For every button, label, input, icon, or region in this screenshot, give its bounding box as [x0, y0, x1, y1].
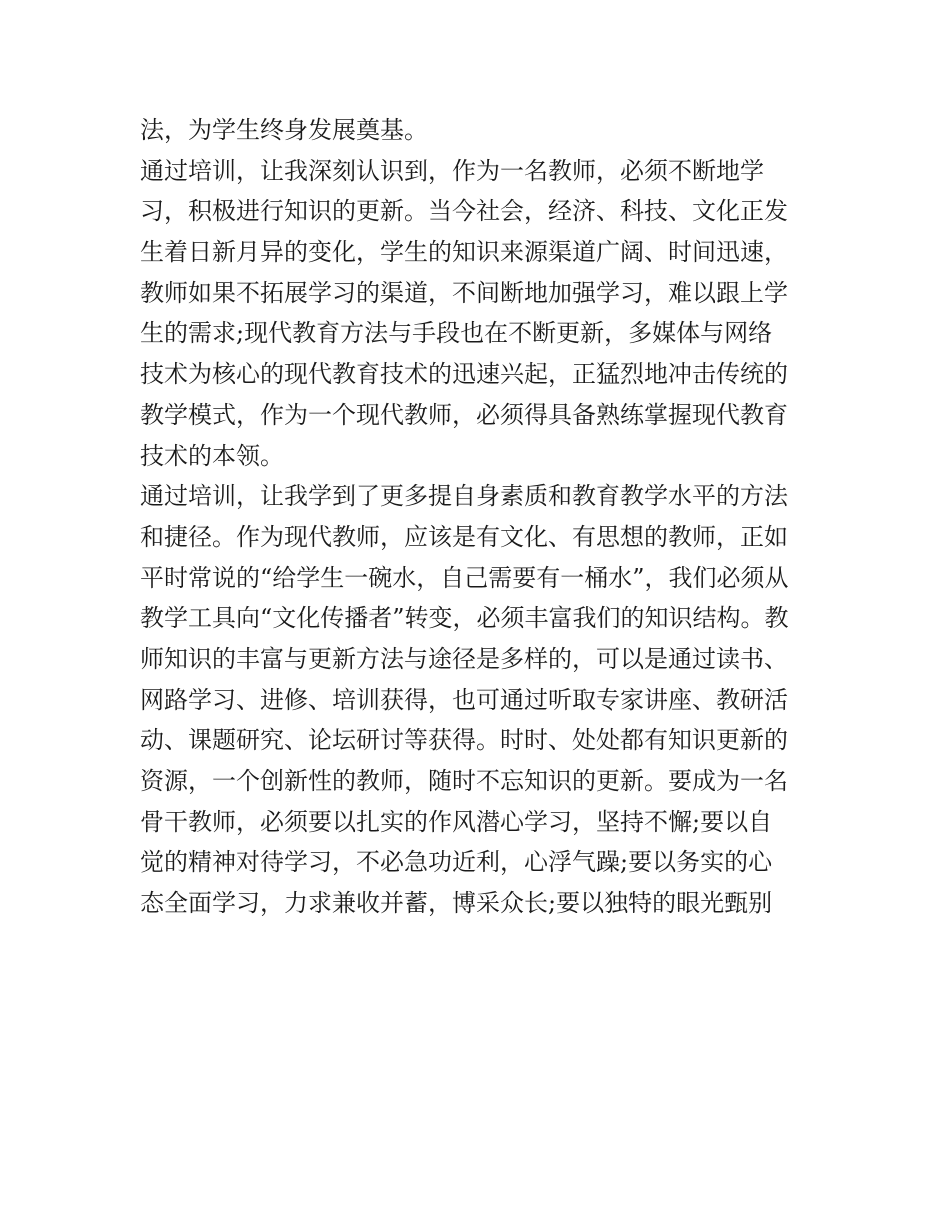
text-line: 骨干教师，必须要以扎实的作风潜心学习，坚持不懈;要以自: [140, 807, 773, 836]
text-line: 通过培训，让我学到了更多提自身素质和教育教学水平的方法: [140, 482, 788, 511]
text-line: 通过培训，让我深刻认识到，作为一名教师，必须不断地学: [140, 156, 764, 185]
text-line: 觉的精神对待学习，不必急功近利，心浮气躁;要以务实的心: [140, 848, 773, 877]
text-line: 师知识的丰富与更新方法与途径是多样的，可以是通过读书、: [140, 644, 788, 673]
text-line: 生着日新月异的变化，学生的知识来源渠道广阔、时间迅速，: [140, 238, 788, 267]
text-line: 资源，一个创新性的教师，随时不忘知识的更新。要成为一名: [140, 767, 788, 795]
text-line: 教学工具向“文化传播者”转变，必须丰富我们的知识结构。教: [140, 604, 789, 633]
text-line: 网路学习、进修、培训获得，也可通过听取专家讲座、教研活: [140, 685, 788, 714]
text-line: 态全面学习，力求兼收并蓄，博采众长;要以独特的眼光甄别: [140, 889, 773, 918]
text-line: 和捷径。作为现代教师，应该是有文化、有思想的教师，正如: [140, 522, 788, 551]
text-line: 平时常说的“给学生一碗水，自己需要有一桶水”，我们必须从: [140, 563, 789, 592]
text-line: 技术的本领。: [140, 441, 284, 470]
text-line: 习，积极进行知识的更新。当今社会，经济、科技、文化正发: [140, 197, 788, 226]
text-line: 动、课题研究、论坛研讨等获得。时时、处处都有知识更新的: [140, 726, 788, 755]
body-text: [140, 110, 820, 924]
text-line: 生的需求;现代教育方法与手段也在不断更新，多媒体与网络: [140, 319, 773, 348]
text-line: 教学模式，作为一个现代教师，必须得具备熟练掌握现代教育: [140, 400, 788, 429]
text-line: 法，为学生终身发展奠基。: [140, 116, 428, 144]
text-line: 教师如果不拓展学习的渠道，不间断地加强学习，难以跟上学: [140, 278, 788, 307]
text-line: 技术为核心的现代教育技术的迅速兴起，正猛烈地冲击传统的: [140, 360, 788, 389]
